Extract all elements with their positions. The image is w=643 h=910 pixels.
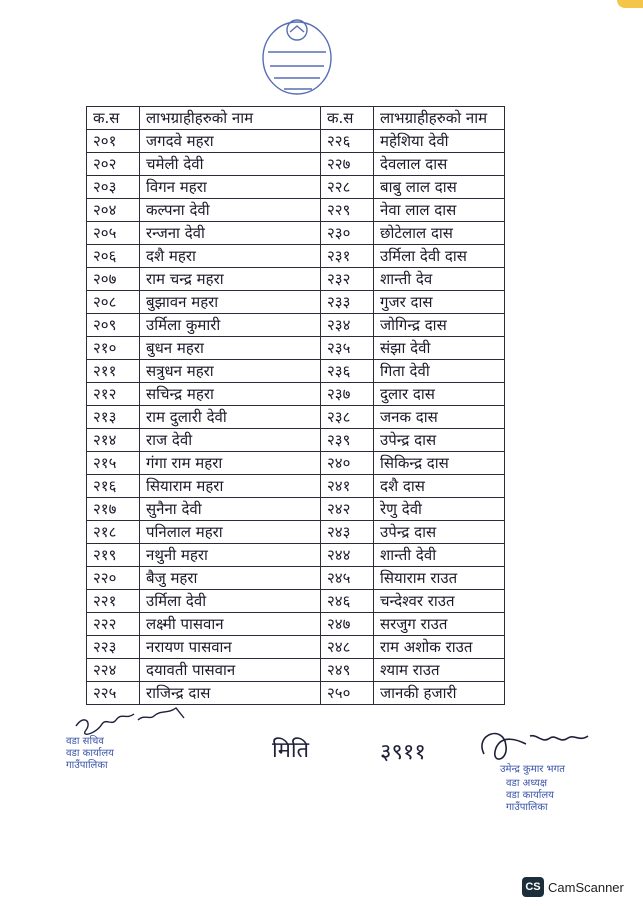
name-left-cell: दयावती पासवान [140,659,321,682]
name-left-cell: लक्ष्मी पासवान [140,613,321,636]
name-right-cell: महेशिया देवी [374,130,505,153]
camscanner-logo-icon: CS [522,877,544,897]
table-row [87,291,505,314]
serial-left-cell: २०४ [87,199,140,222]
name-right-cell: संझा देवी [374,337,505,360]
camscanner-watermark [522,877,624,897]
name-right-cell: उर्मिला देवी दास [374,245,505,268]
header-name-left: लाभग्राहीहरुको नाम [140,107,321,130]
serial-left-cell: २२४ [87,659,140,682]
name-left-cell: उर्मिला कुमारी [140,314,321,337]
serial-left-cell: २०८ [87,291,140,314]
serial-left-cell: २१८ [87,521,140,544]
name-left-cell: दशै महरा [140,245,321,268]
name-left-cell: सुनैना देवी [140,498,321,521]
serial-right-cell: २३८ [321,406,374,429]
table-row [87,268,505,291]
header-serial-left: क.स [87,107,140,130]
header-name-right: लाभग्राहीहरुको नाम [374,107,505,130]
table-row [87,567,505,590]
name-right-cell: जानकी हजारी [374,682,505,705]
serial-right-cell: २४२ [321,498,374,521]
table-row [87,314,505,337]
table-row [87,383,505,406]
table-row [87,521,505,544]
table-row [87,613,505,636]
table-header-row [87,107,505,130]
serial-left-cell: २०२ [87,153,140,176]
serial-left-cell: २२२ [87,613,140,636]
name-right-cell: शान्ती देव [374,268,505,291]
serial-left-cell: २२५ [87,682,140,705]
name-left-cell: उर्मिला देवी [140,590,321,613]
serial-right-cell: २४४ [321,544,374,567]
serial-left-cell: २०९ [87,314,140,337]
serial-left-cell: २१४ [87,429,140,452]
table-row [87,659,505,682]
name-left-cell: सचिन्द्र महरा [140,383,321,406]
name-right-cell: उपेन्द्र दास [374,521,505,544]
name-left-cell: राज देवी [140,429,321,452]
name-right-cell: जोगिन्द्र दास [374,314,505,337]
table-row [87,406,505,429]
serial-right-cell: २३० [321,222,374,245]
chairperson-stamp: वडा अध्यक्ष वडा कार्यालय गाउँपालिका [506,778,554,813]
serial-right-cell: २४८ [321,636,374,659]
table-body [87,130,505,705]
serial-right-cell: २३९ [321,429,374,452]
camscanner-label: CamScanner [548,879,624,895]
serial-left-cell: २१५ [87,452,140,475]
table-row [87,337,505,360]
table-row [87,544,505,567]
header-serial-right: क.स [321,107,374,130]
serial-left-cell: २१० [87,337,140,360]
name-left-cell: नथुनी महरा [140,544,321,567]
name-right-cell: शान्ती देवी [374,544,505,567]
table-row [87,590,505,613]
serial-right-cell: २४७ [321,613,374,636]
beneficiary-table [86,106,505,705]
serial-right-cell: २२८ [321,176,374,199]
serial-left-cell: २११ [87,360,140,383]
name-right-cell: चन्देश्वर राउत [374,590,505,613]
corner-color-mark [617,0,643,8]
secretary-stamp: वडा सचिव वडा कार्यालय गाउँपालिका [66,736,114,771]
serial-left-cell: २०३ [87,176,140,199]
serial-left-cell: २१६ [87,475,140,498]
serial-left-cell: २०६ [87,245,140,268]
table-row [87,222,505,245]
serial-right-cell: २४९ [321,659,374,682]
table-row [87,498,505,521]
name-right-cell: रेणु देवी [374,498,505,521]
table-row [87,360,505,383]
name-right-cell: सियाराम राउत [374,567,505,590]
name-left-cell: चमेली देवी [140,153,321,176]
chairperson-name: उमेन्द्र कुमार भगत [500,764,565,775]
serial-right-cell: २३१ [321,245,374,268]
name-right-cell: जनक दास [374,406,505,429]
serial-left-cell: २२० [87,567,140,590]
name-right-cell: दशै दास [374,475,505,498]
date-note: मिति [272,738,310,763]
name-left-cell: पनिलाल महरा [140,521,321,544]
name-right-cell: उपेन्द्र दास [374,429,505,452]
serial-right-cell: २२६ [321,130,374,153]
name-left-cell: गंगा राम महरा [140,452,321,475]
serial-right-cell: २३४ [321,314,374,337]
table-row [87,153,505,176]
name-right-cell: देवलाल दास [374,153,505,176]
serial-right-cell: २४३ [321,521,374,544]
name-left-cell: रन्जना देवी [140,222,321,245]
serial-right-cell: २४५ [321,567,374,590]
name-right-cell: श्याम राउत [374,659,505,682]
serial-left-cell: २०५ [87,222,140,245]
name-left-cell: बुधन महरा [140,337,321,360]
name-right-cell: छोटेलाल दास [374,222,505,245]
name-left-cell: जगदवे महरा [140,130,321,153]
serial-left-cell: २१३ [87,406,140,429]
serial-left-cell: २०७ [87,268,140,291]
serial-right-cell: २२९ [321,199,374,222]
name-right-cell: गुजर दास [374,291,505,314]
table-row [87,176,505,199]
name-left-cell: राजिन्द्र दास [140,682,321,705]
serial-left-cell: २२३ [87,636,140,659]
serial-right-cell: २४० [321,452,374,475]
table-row [87,452,505,475]
serial-right-cell: २४६ [321,590,374,613]
name-left-cell: बैजु महरा [140,567,321,590]
table-row [87,429,505,452]
office-seal-stamp [254,12,340,100]
table-row [87,245,505,268]
table-row [87,636,505,659]
table-row [87,475,505,498]
serial-left-cell: २२१ [87,590,140,613]
serial-right-cell: २३६ [321,360,374,383]
name-right-cell: नेवा लाल दास [374,199,505,222]
serial-right-cell: २३२ [321,268,374,291]
name-left-cell: सियाराम महरा [140,475,321,498]
serial-left-cell: २०१ [87,130,140,153]
name-left-cell: कल्पना देवी [140,199,321,222]
serial-right-cell: २३५ [321,337,374,360]
name-left-cell: सत्रुधन महरा [140,360,321,383]
table-row [87,130,505,153]
name-right-cell: सिकिन्द्र दास [374,452,505,475]
serial-left-cell: २१२ [87,383,140,406]
name-left-cell: बुझावन महरा [140,291,321,314]
serial-right-cell: २३३ [321,291,374,314]
serial-left-cell: २१९ [87,544,140,567]
name-left-cell: नरायण पासवान [140,636,321,659]
name-right-cell: सरजुग राउत [374,613,505,636]
serial-right-cell: २२७ [321,153,374,176]
serial-right-cell: २५० [321,682,374,705]
page-number-note: ३९११ [380,740,426,765]
name-left-cell: विगन महरा [140,176,321,199]
name-left-cell: राम चन्द्र महरा [140,268,321,291]
name-right-cell: दुलार दास [374,383,505,406]
name-right-cell: राम अशोक राउत [374,636,505,659]
name-left-cell: राम दुलारी देवी [140,406,321,429]
name-right-cell: बाबु लाल दास [374,176,505,199]
name-right-cell: गिता देवी [374,360,505,383]
serial-right-cell: २३७ [321,383,374,406]
serial-right-cell: २४१ [321,475,374,498]
table-row [87,199,505,222]
serial-left-cell: २१७ [87,498,140,521]
